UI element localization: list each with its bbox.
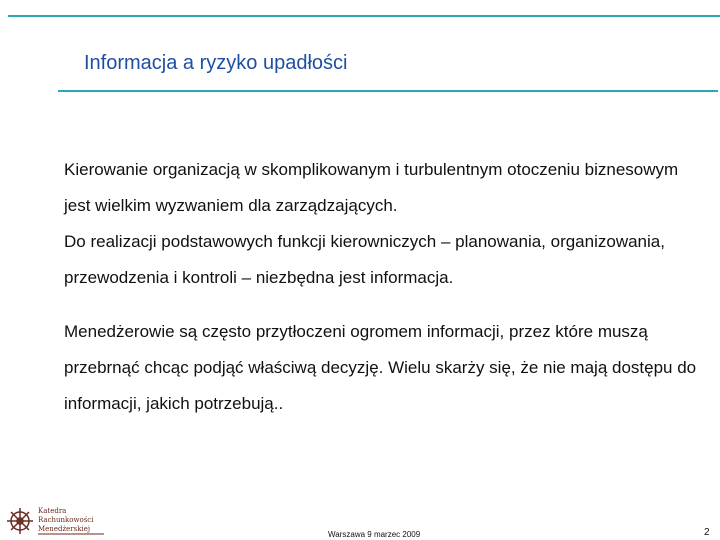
page-number: 2 [704,527,710,538]
logo-line-1: Katedra [38,507,67,515]
slide-body [64,152,704,422]
paragraph-spacer [64,296,704,314]
logo-wordmark [38,507,108,534]
logo-line-3: Menedżerskiej [38,525,91,533]
footer-date: Warszawa 9 marzec 2009 [328,530,421,539]
title-underline-rule [58,90,718,92]
top-accent-rule [8,15,720,17]
logo-line-2: Rachunkowości [38,516,94,524]
paragraph-1: Kierowanie organizacją w skomplikowanym i turbulentnym otoczeniu biznesowym jest wielkim wyzwaniem dla zarządzających. [64,160,679,215]
paragraph-3: Menedżerowie są często przytłoczeni ogromem informacji, przez które muszą przebrnąć chcąc podjąć właściwą decyzję. Wielu skarży się, że nie mają dostępu do informacji, jakich potrzebują.. [64,322,697,413]
slide-title: Informacja a ryzyko upadłości [84,52,348,74]
paragraph-2: Do realizacji podstawowych funkcji kierowniczych – planowania, organizowania, przewodzenia i kontroli – niezbędna jest informacja. [64,232,665,287]
